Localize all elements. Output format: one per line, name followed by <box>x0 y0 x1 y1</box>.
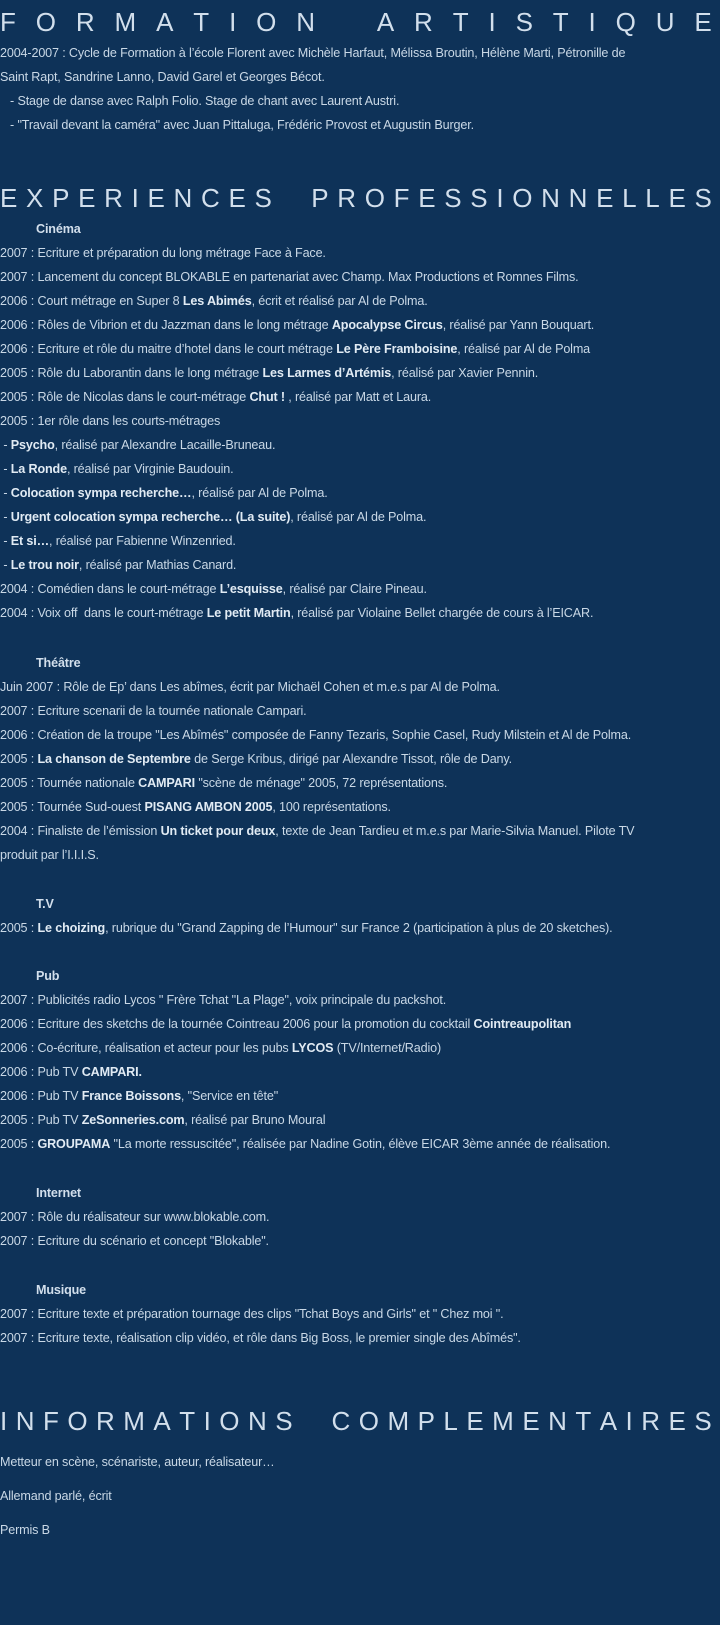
category-pub: Pub <box>36 969 60 983</box>
title-letter: E <box>0 183 18 213</box>
entry-text: 2006 : Court métrage en Super 8 <box>0 294 183 308</box>
entry-text: 2005 : Rôle de Nicolas dans le court-métrage <box>0 390 250 404</box>
entry-text: produit par l’I.I.I.S. <box>0 848 99 862</box>
title-letter <box>301 1406 323 1436</box>
title-letter: I <box>625 1406 633 1436</box>
title-letter: Q <box>615 7 636 37</box>
title-letter: P <box>417 1406 435 1436</box>
title-letter: S <box>470 183 488 213</box>
cinema-entry <box>0 508 720 526</box>
info-line: Metteur en scène, scénariste, auteur, réalisateur… <box>0 1455 275 1469</box>
title-letter: I <box>203 1406 211 1436</box>
title-letter: R <box>96 1406 115 1436</box>
entry-text: - <box>0 558 11 572</box>
title-letter: M <box>114 7 137 37</box>
entry-text: 2005 : Tournée nationale <box>0 776 139 790</box>
title-letter: S <box>444 183 462 213</box>
title-letter: N <box>568 183 588 213</box>
title-letter: O <box>67 1406 88 1436</box>
entry-text: , "Service en tête" <box>180 1089 279 1103</box>
pub-entry <box>0 1111 720 1129</box>
formation-line: 2004-2007 : Cycle de Formation à l’école Florent avec Michèle Harfaut, Mélissa Broutin, Hélène Marti, Pétronille de <box>0 46 626 60</box>
theatre-entry <box>0 726 720 744</box>
entry-title: ZeSonneries.com <box>81 1113 185 1127</box>
title-letter: I <box>496 183 504 213</box>
theatre-entry <box>0 846 720 864</box>
cinema-entry <box>0 364 720 382</box>
title-letter: E <box>228 183 246 213</box>
title-letter: R <box>414 7 433 37</box>
cinema-entry <box>0 580 720 598</box>
title-letter: S <box>275 1406 293 1436</box>
entry-text: , réalisé par Al de Polma. <box>290 510 427 524</box>
entry-title: PISANG AMBON 2005 <box>144 800 273 814</box>
title-letter: I <box>488 7 496 37</box>
title-letter: P <box>52 183 70 213</box>
title-letter: E <box>668 1406 686 1436</box>
pub-entry <box>0 1135 720 1153</box>
title-letter: R <box>75 7 95 37</box>
title-letter: N <box>296 7 316 37</box>
title-letter: N <box>548 1406 567 1436</box>
entry-text: , réalisé par Al de Polma <box>457 342 591 356</box>
entry-title: Les Abimés <box>182 294 252 308</box>
entry-text: - <box>0 438 11 452</box>
entry-text: 2005 : <box>0 921 38 935</box>
entry-text: 2005 : Pub TV <box>0 1113 82 1127</box>
entry-title: Un ticket pour deux <box>160 824 276 838</box>
entry-text: , réalisé par Matt et Laura. <box>284 390 432 404</box>
entry-title: Le trou noir <box>10 558 79 572</box>
entry-text: 2005 : Rôle du Laborantin dans le long métrage <box>0 366 263 380</box>
title-letter: F <box>0 7 16 37</box>
title-letter: I <box>131 183 139 213</box>
entry-text: 2007 : Lancement du concept BLOKABLE en partenariat avec Champ. Max Productions et Romnes Films. <box>0 270 579 284</box>
cinema-entry <box>0 604 720 622</box>
cinema-entry <box>0 532 720 550</box>
title-letter: M <box>387 1406 410 1436</box>
info-line: Allemand parlé, écrit <box>0 1489 112 1503</box>
entry-text: 2006 : Co-écriture, réalisation et acteur pour les pubs <box>0 1041 292 1055</box>
internet-entry <box>0 1208 720 1226</box>
entry-text: 2006 : Pub TV <box>0 1089 82 1103</box>
entry-title: Chut ! <box>249 390 285 404</box>
entry-text: , réalisé par Violaine Bellet chargée de cours à l’EICAR. <box>290 606 594 620</box>
entry-text: , texte de Jean Tardieu et m.e.s par Marie-Silvia Manuel. Pilote TV <box>275 824 635 838</box>
entry-title: Le petit Martin <box>206 606 291 620</box>
formation-line: Saint Rapt, Sandrine Lanno, David Garel et Georges Bécot. <box>0 70 325 84</box>
entry-text: - <box>0 486 11 500</box>
title-letter: T <box>179 1406 196 1436</box>
title-letter: O <box>219 1406 240 1436</box>
title-letter: A <box>156 7 174 37</box>
entry-text: Juin 2007 : Rôle de Ep’ dans Les abîmes, écrit par Michaël Cohen et m.e.s par Al de Polma. <box>0 680 500 694</box>
title-letter: A <box>153 1406 171 1436</box>
pub-entry <box>0 991 720 1009</box>
title-letter: E <box>668 183 686 213</box>
title-letter: L <box>443 1406 458 1436</box>
entry-text: , réalisé par Virginie Baudouin. <box>66 462 234 476</box>
cinema-entry <box>0 412 720 430</box>
entry-text: , réalisé par Claire Pineau. <box>282 582 427 596</box>
title-letter: M <box>492 1406 514 1436</box>
title-letter: R <box>641 1406 661 1436</box>
entry-text: (TV/Internet/Radio) <box>333 1041 441 1055</box>
entry-text: 2006 : Ecriture des sketchs de la tournée Cointreau 2006 pour la promotion du cocktail <box>0 1017 474 1031</box>
entry-text: , réalisé par Al de Polma. <box>191 486 328 500</box>
entry-text: , rubrique du "Grand Zapping de l’Humour" sur France 2 (participation à plus de 20 sketches). <box>105 921 613 935</box>
theatre-entry <box>0 774 720 792</box>
entry-text: , réalisé par Mathias Canard. <box>78 558 237 572</box>
title-letter <box>335 7 357 37</box>
entry-text: - <box>0 462 11 476</box>
title-letter: E <box>147 183 165 213</box>
entry-text: , écrit et réalisé par Al de Polma. <box>251 294 428 308</box>
title-letter: N <box>173 183 193 213</box>
entry-text: 2004 : Comédien dans le court-métrage <box>0 582 220 596</box>
entry-text: - <box>0 510 11 524</box>
title-letter: O <box>35 7 56 37</box>
title-letter: O <box>512 183 533 213</box>
entry-title: La chanson de Septembre <box>37 752 191 766</box>
cinema-entry <box>0 268 720 286</box>
title-letter: E <box>596 183 614 213</box>
entry-text: , réalisé par Xavier Pennin. <box>391 366 539 380</box>
cinema-entry <box>0 340 720 358</box>
cinema-entry <box>0 388 720 406</box>
experiences-title <box>0 183 712 213</box>
title-letter: L <box>622 183 637 213</box>
entry-text: , réalisé par Fabienne Winzenried. <box>49 534 236 548</box>
cinema-entry <box>0 292 720 310</box>
title-letter: S <box>694 183 712 213</box>
entry-text: de Serge Kribus, dirigé par Alexandre Tissot, rôle de Dany. <box>190 752 512 766</box>
title-letter <box>281 183 303 213</box>
title-letter: C <box>201 183 220 213</box>
title-letter: O <box>256 7 277 37</box>
title-letter: X <box>26 183 44 213</box>
title-letter: C <box>331 1406 351 1436</box>
title-letter: O <box>364 183 385 213</box>
entry-title: Apocalypse Circus <box>331 318 443 332</box>
entry-title: GROUPAMA <box>37 1137 111 1151</box>
entry-title: France Boissons <box>81 1089 181 1103</box>
entry-title: CAMPARI. <box>81 1065 142 1079</box>
title-letter: E <box>466 1406 484 1436</box>
cinema-entry <box>0 556 720 574</box>
entry-text: 2004 : Voix off dans le court-métrage <box>0 606 207 620</box>
pub-entry <box>0 1063 720 1081</box>
theatre-entry <box>0 678 720 696</box>
entry-text: 2007 : Publicités radio Lycos " Frère Tchat "La Plage", voix principale du packshot. <box>0 993 447 1007</box>
entry-text: 2007 : Ecriture du scénario et concept "Blokable". <box>0 1234 269 1248</box>
formation-line: - Stage de danse avec Ralph Folio. Stage de chant avec Laurent Austri. <box>0 94 400 108</box>
theatre-entry <box>0 702 720 720</box>
entry-title: Colocation sympa recherche… <box>10 486 192 500</box>
entry-text: 2007 : Ecriture scenarii de la tournée nationale Campari. <box>0 704 307 718</box>
title-letter: U <box>655 7 675 37</box>
internet-entry <box>0 1232 720 1250</box>
title-letter: T <box>452 7 469 37</box>
entry-text: - <box>0 534 11 548</box>
title-letter: E <box>694 7 712 37</box>
cinema-entry <box>0 460 720 478</box>
infos-title <box>0 1406 712 1436</box>
title-letter: R <box>104 183 123 213</box>
title-letter: T <box>552 7 569 37</box>
formation-title <box>0 7 712 37</box>
tv-entry <box>0 919 720 937</box>
formation-line: - "Travail devant la caméra" avec Juan Pittaluga, Frédéric Provost et Augustin Burger. <box>0 118 474 132</box>
cinema-entry <box>0 436 720 454</box>
category-cinema: Cinéma <box>36 222 81 236</box>
pub-entry <box>0 1015 720 1033</box>
pub-entry <box>0 1087 720 1105</box>
entry-text: 2006 : Création de la troupe "Les Abîmés" composée de Fanny Tezaris, Sophie Casel, Rudy Milstein et Al de Polma. <box>0 728 632 742</box>
title-letter: F <box>393 183 410 213</box>
title-letter: I <box>0 1406 8 1436</box>
entry-text: 2006 : Rôles de Vibrion et du Jazzman dans le long métrage <box>0 318 332 332</box>
entry-text: 2005 : <box>0 1137 38 1151</box>
entry-text: 2005 : Tournée Sud-ouest <box>0 800 145 814</box>
entry-title: Psycho <box>10 438 55 452</box>
entry-title: CAMPARI <box>138 776 195 790</box>
title-letter: M <box>123 1406 145 1436</box>
entry-text: 2005 : 1er rôle dans les courts-métrages <box>0 414 221 428</box>
cinema-entry <box>0 244 720 262</box>
entry-text: 2004 : Finaliste de l’émission <box>0 824 161 838</box>
entry-text: 2005 : <box>0 752 38 766</box>
entry-title: Le Père Framboisine <box>336 342 458 356</box>
entry-title: Cointreaupolitan <box>473 1017 572 1031</box>
title-letter: T <box>193 7 210 37</box>
entry-title: Et si… <box>10 534 50 548</box>
theatre-entry <box>0 822 720 840</box>
theatre-entry <box>0 798 720 816</box>
musique-entry <box>0 1329 720 1347</box>
entry-text: 2007 : Rôle du réalisateur sur www.blokable.com. <box>0 1210 270 1224</box>
title-letter: S <box>254 183 272 213</box>
title-letter: S <box>515 7 533 37</box>
title-letter: R <box>337 183 357 213</box>
entry-text: 2007 : Ecriture texte, réalisation clip vidéo, et rôle dans Big Boss, le premier single des Abîmés". <box>0 1331 521 1345</box>
pub-entry <box>0 1039 720 1057</box>
entry-title: LYCOS <box>291 1041 334 1055</box>
entry-text: 2007 : Ecriture et préparation du long métrage Face à Face. <box>0 246 326 260</box>
title-letter: N <box>541 183 560 213</box>
title-letter: L <box>645 183 660 213</box>
category-tv: T.V <box>36 897 54 911</box>
info-line: Permis B <box>0 1523 50 1537</box>
theatre-entry <box>0 750 720 768</box>
entry-title: Urgent colocation sympa recherche… (La suite) <box>10 510 291 524</box>
entry-text: 2006 : Pub TV <box>0 1065 82 1079</box>
title-letter: N <box>15 1406 35 1436</box>
entry-text: , réalisé par Yann Bouquart. <box>442 318 595 332</box>
entry-text: , réalisé par Alexandre Lacaille-Bruneau. <box>54 438 276 452</box>
title-letter: I <box>588 7 596 37</box>
title-letter: A <box>376 7 395 37</box>
title-letter: N <box>247 1406 267 1436</box>
entry-title: Le choizing <box>37 921 106 935</box>
title-letter: P <box>311 183 329 213</box>
title-letter: O <box>358 1406 379 1436</box>
title-letter: I <box>229 7 237 37</box>
entry-text: 2007 : Ecriture texte et préparation tournage des clips "Tchat Boys and Girls" et " Chez moi ". <box>0 1307 504 1321</box>
musique-entry <box>0 1305 720 1323</box>
entry-title: Les Larmes d’Artémis <box>262 366 392 380</box>
category-internet: Internet <box>36 1186 81 1200</box>
entry-title: L’esquisse <box>219 582 283 596</box>
entry-text: , 100 représentations. <box>272 800 391 814</box>
title-letter: F <box>42 1406 59 1436</box>
title-letter: E <box>418 183 436 213</box>
title-letter: A <box>599 1406 618 1436</box>
title-letter: E <box>78 183 96 213</box>
title-letter: S <box>694 1406 712 1436</box>
category-theatre: Théâtre <box>36 656 81 670</box>
cinema-entry <box>0 316 720 334</box>
entry-title: La Ronde <box>10 462 67 476</box>
entry-text: 2006 : Ecriture et rôle du maitre d’hotel dans le court métrage <box>0 342 337 356</box>
title-letter: T <box>575 1406 592 1436</box>
cinema-entry <box>0 484 720 502</box>
category-musique: Musique <box>36 1283 87 1297</box>
entry-text: "scène de ménage" 2005, 72 représentations. <box>194 776 448 790</box>
entry-text: , réalisé par Bruno Moural <box>184 1113 326 1127</box>
title-letter: E <box>522 1406 540 1436</box>
entry-text: "La morte ressuscitée", réalisée par Nadine Gotin, élève EICAR 3ème année de réalisation. <box>110 1137 611 1151</box>
